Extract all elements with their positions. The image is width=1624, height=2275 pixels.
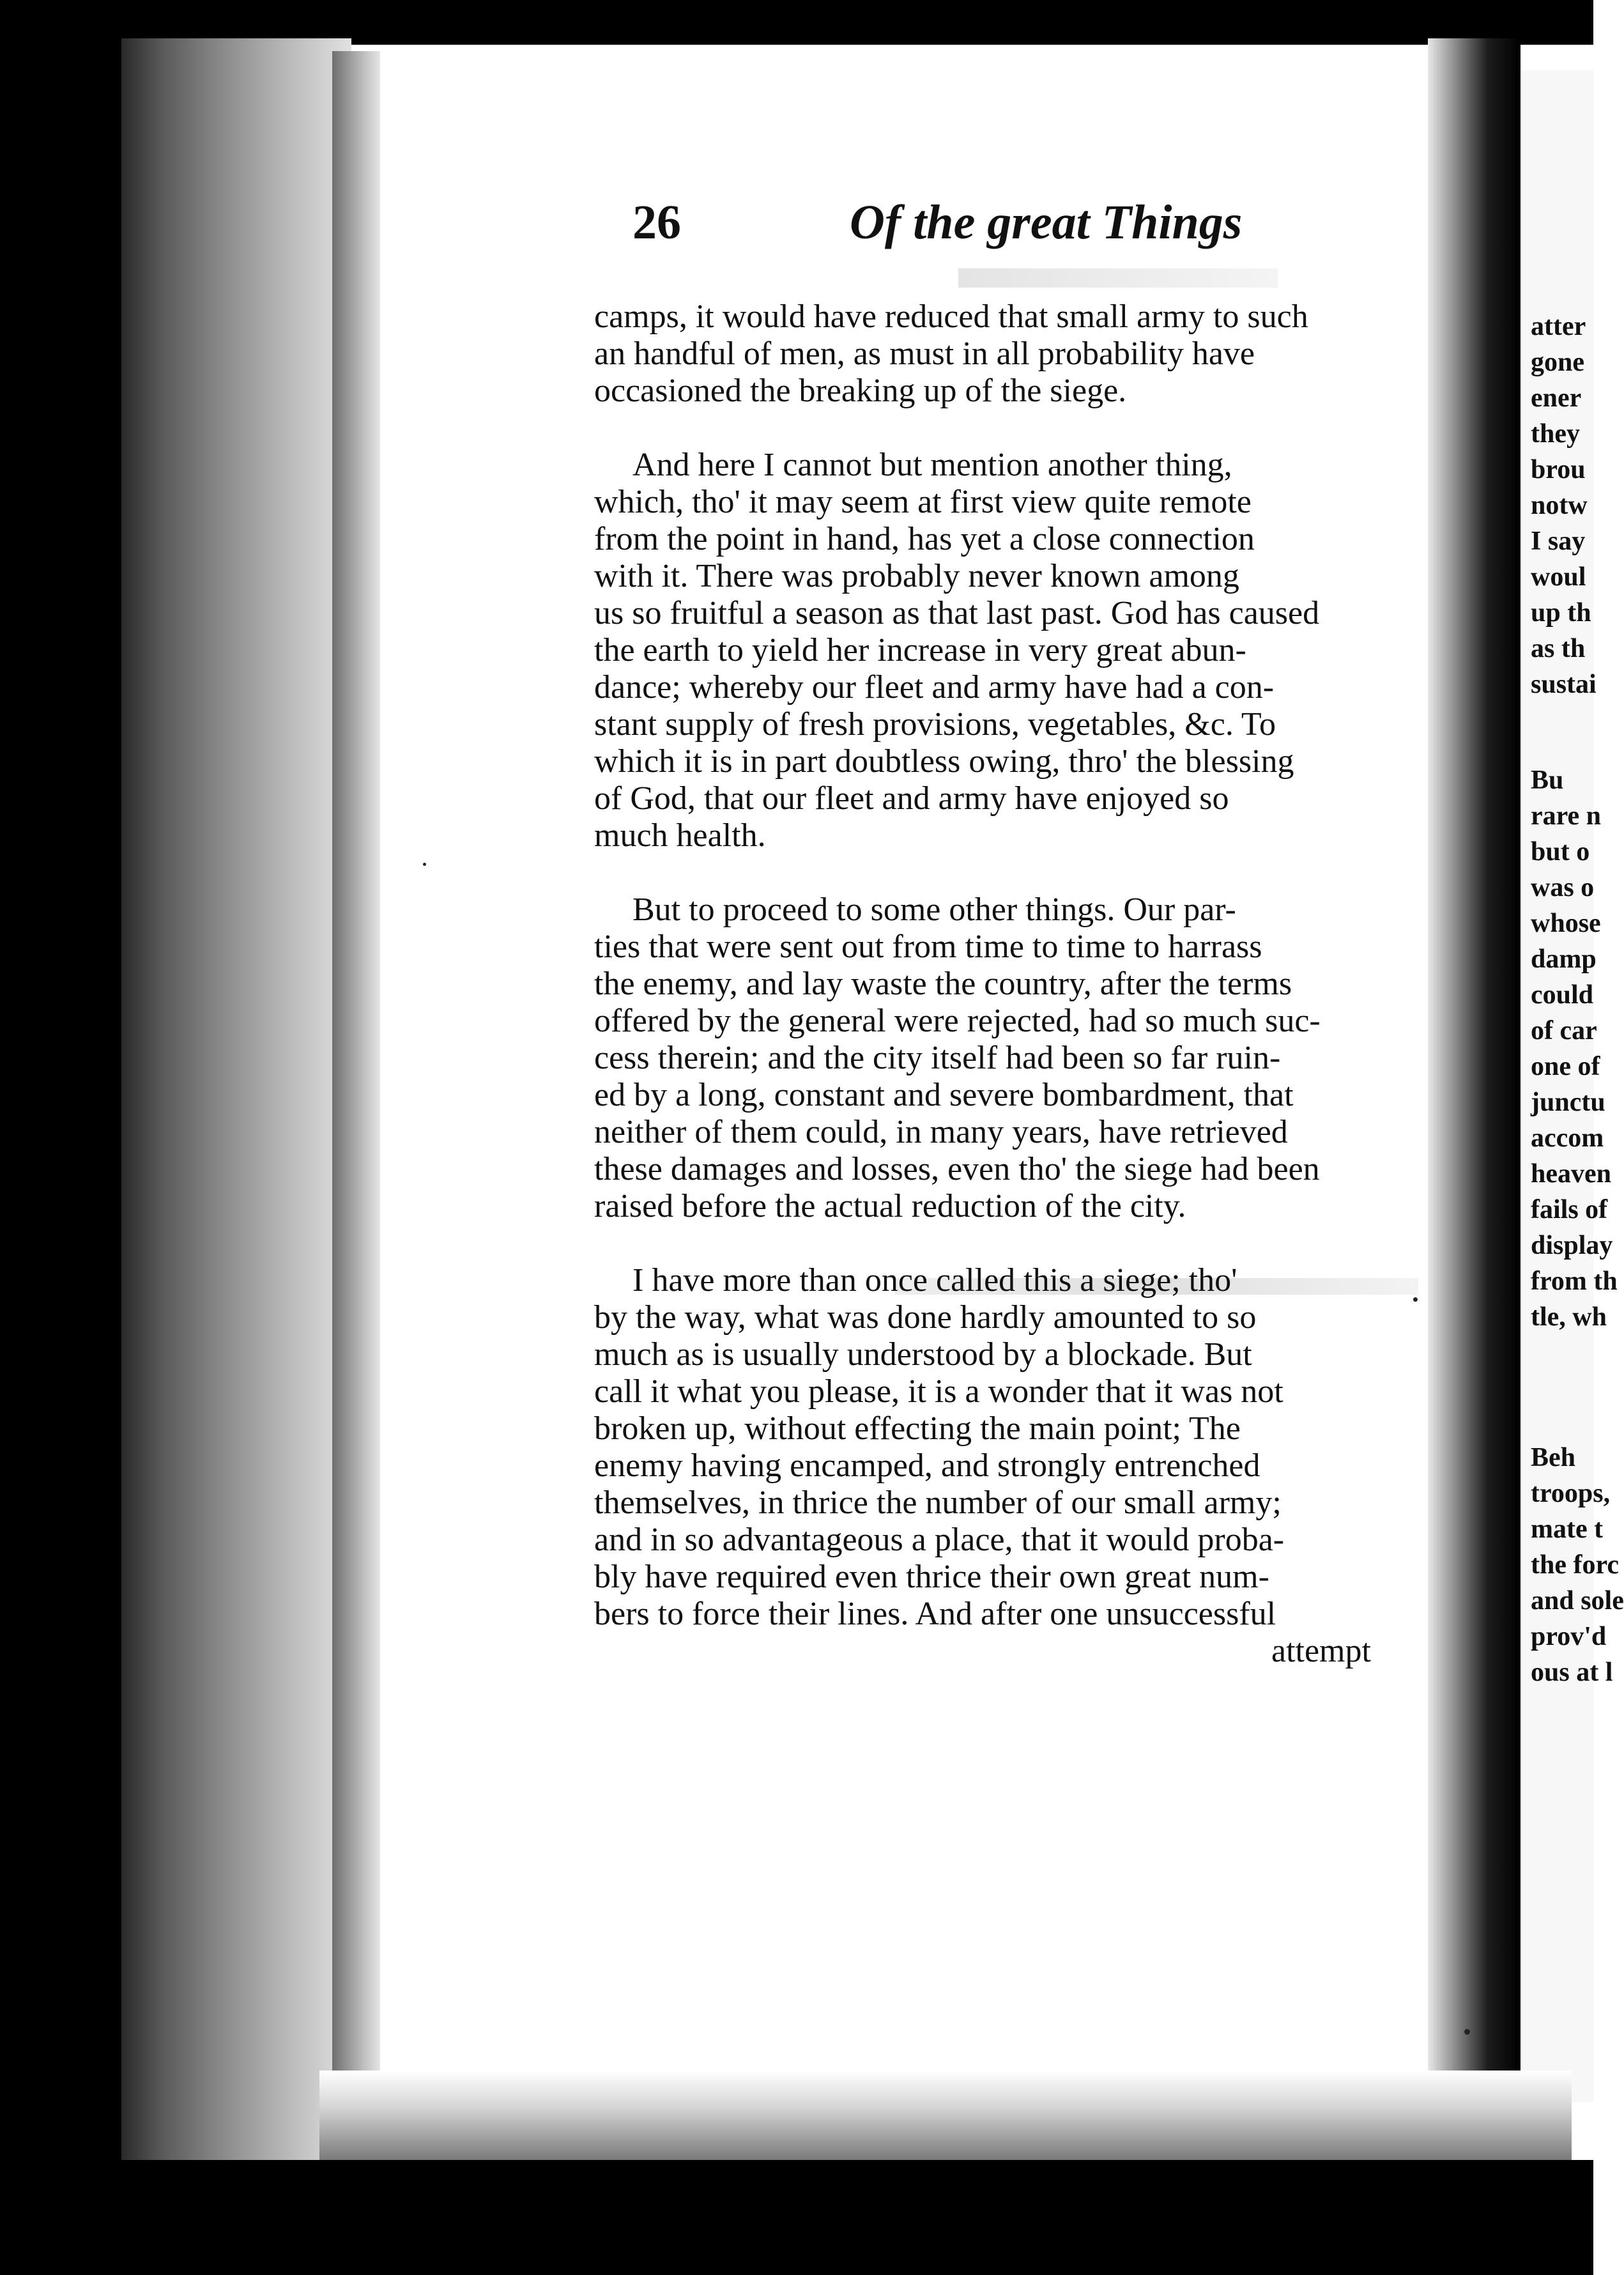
- facing-page-fragment: was o: [1531, 873, 1595, 902]
- text-line: occasioned the breaking up of the siege.: [594, 373, 1127, 409]
- facing-page-fragment: heaven: [1531, 1159, 1611, 1189]
- page-edge-shadow: [332, 51, 383, 2083]
- facing-page-fragment: I say: [1531, 527, 1586, 556]
- facing-page-fragment: atter: [1531, 312, 1586, 341]
- scan-border-left: [0, 0, 128, 2275]
- page-header: [632, 198, 1399, 262]
- facing-page: [1521, 70, 1624, 2102]
- ink-speck: [1413, 1297, 1418, 1302]
- text-line: broken up, without effecting the main point; The: [594, 1410, 1241, 1447]
- facing-page-fragment: but o: [1531, 837, 1590, 867]
- facing-page-fragment: junctu: [1531, 1088, 1605, 1117]
- ink-speck: [1464, 2029, 1470, 2035]
- facing-page-fragment: gone: [1531, 348, 1584, 377]
- facing-page-fragment: from th: [1531, 1267, 1618, 1296]
- show-through-mark: [958, 268, 1278, 288]
- ink-speck: [423, 863, 426, 866]
- facing-page-fragment: troops,: [1531, 1479, 1611, 1508]
- text-line: neither of them could, in many years, have retrieved: [594, 1114, 1288, 1150]
- facing-page-fragment: display: [1531, 1231, 1613, 1260]
- text-line: offered by the general were rejected, had so much suc-: [594, 1003, 1321, 1039]
- text-line: cess therein; and the city itself had been so far ruin-: [594, 1040, 1281, 1076]
- text-line: ties that were sent out from time to time to harrass: [594, 929, 1262, 965]
- facing-page-fragment: woul: [1531, 562, 1586, 592]
- facing-page-fragment: and sole: [1531, 1586, 1624, 1616]
- facing-page-fragment: tle, wh: [1531, 1302, 1607, 1332]
- text-line: And here I cannot but mention another thing,: [632, 447, 1232, 483]
- book-binding-shadow: [121, 38, 351, 2166]
- facing-page-fragment: as th: [1531, 634, 1586, 663]
- facing-page-fragment: whose: [1531, 909, 1601, 938]
- text-line: bers to force their lines. And after one unsuccessful: [594, 1596, 1276, 1632]
- facing-page-fragment: prov'd: [1531, 1622, 1607, 1651]
- facing-page-fragment: up th: [1531, 598, 1591, 628]
- text-line: much as is usually understood by a blockade. But: [594, 1336, 1252, 1373]
- text-line: much health.: [594, 817, 766, 854]
- text-line: which it is in part doubtless owing, thro' the blessing: [594, 743, 1294, 780]
- text-line: an handful of men, as must in all probability have: [594, 335, 1255, 372]
- facing-page-fragment: accom: [1531, 1123, 1604, 1153]
- facing-page-fragment: ener: [1531, 383, 1582, 413]
- facing-page-fragment: sustai: [1531, 670, 1597, 699]
- text-line: the enemy, and lay waste the country, after the terms: [594, 966, 1292, 1002]
- facing-page-fragment: of car: [1531, 1016, 1597, 1045]
- scan-border-bottom: [0, 2160, 1593, 2275]
- text-line: enemy having encamped, and strongly entrenched: [594, 1447, 1260, 1484]
- facing-page-fragment: ous at l: [1531, 1658, 1613, 1687]
- text-line: and in so advantageous a place, that it would proba-: [594, 1522, 1285, 1558]
- text-line: of God, that our fleet and army have enjoyed so: [594, 780, 1229, 817]
- facing-page-fragment: damp: [1531, 945, 1597, 974]
- text-line: from the point in hand, has yet a close connection: [594, 521, 1255, 557]
- text-line: themselves, in thrice the number of our small army;: [594, 1485, 1282, 1521]
- text-line: the earth to yield her increase in very great abun-: [594, 632, 1246, 668]
- text-line: raised before the actual reduction of the city.: [594, 1188, 1186, 1224]
- page-number: 26: [632, 196, 681, 249]
- text-line: call it what you please, it is a wonder that it was not: [594, 1373, 1283, 1410]
- facing-page-fragment: one of: [1531, 1052, 1600, 1081]
- facing-page-fragment: brou: [1531, 455, 1586, 484]
- text-line: But to proceed to some other things. Our par-: [632, 891, 1236, 928]
- book-gutter: [1428, 38, 1521, 2173]
- facing-page-fragment: could: [1531, 980, 1594, 1010]
- text-line: by the way, what was done hardly amounted to so: [594, 1299, 1257, 1336]
- facing-page-fragment: fails of: [1531, 1195, 1608, 1224]
- facing-page-fragment: rare n: [1531, 801, 1602, 831]
- text-line: bly have required even thrice their own great num-: [594, 1559, 1269, 1595]
- text-line: stant supply of fresh provisions, vegetables, &c. To: [594, 706, 1276, 743]
- text-line: these damages and losses, even tho' the siege had been: [594, 1151, 1320, 1187]
- running-head: Of the great Things: [850, 196, 1243, 249]
- text-line: which, tho' it may seem at first view quite remote: [594, 484, 1252, 520]
- text-line: dance; whereby our fleet and army have had a con-: [594, 669, 1275, 706]
- text-line: us so fruitful a season as that last past. God has caused: [594, 595, 1320, 631]
- text-line: with it. There was probably never known among: [594, 558, 1239, 594]
- page-bottom-shadow: [319, 2071, 1572, 2160]
- facing-page-fragment: Beh: [1531, 1443, 1576, 1472]
- text-line: I have more than once called this a siege; tho': [632, 1262, 1237, 1299]
- facing-page-fragment: they: [1531, 419, 1580, 449]
- facing-page-fragment: Bu: [1531, 766, 1564, 795]
- catchword: attempt: [1271, 1633, 1371, 1669]
- facing-page-fragment: the forc: [1531, 1550, 1619, 1580]
- facing-page-fragment: notw: [1531, 491, 1588, 520]
- text-line: camps, it would have reduced that small army to such: [594, 298, 1308, 335]
- text-line: ed by a long, constant and severe bombardment, that: [594, 1077, 1294, 1113]
- facing-page-fragment: mate t: [1531, 1515, 1604, 1544]
